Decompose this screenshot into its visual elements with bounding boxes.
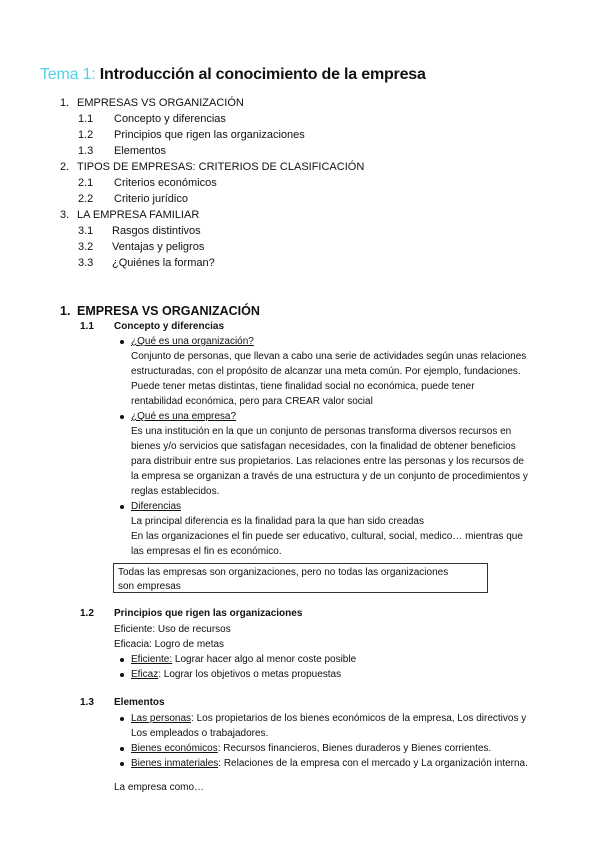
- toc-item: 3.1 Rasgos distintivos: [78, 225, 201, 237]
- toc-item: 1.3 Elementos: [78, 145, 166, 157]
- bullet-icon: [120, 340, 124, 344]
- paragraph-line: la empresa se organizan a través de una estructura y de un conjunto de procedimientos y: [131, 471, 528, 482]
- paragraph-line: Puede tener metas distintas, tiene finalidad social no económica, puede tener: [131, 381, 475, 392]
- box-line: son empresas: [118, 580, 181, 592]
- paragraph-line: En las organizaciones el fin puede ser educativo, cultural, social, medico… mientras que: [131, 531, 523, 542]
- toc-item: 1. EMPRESAS VS ORGANIZACIÓN: [60, 97, 244, 109]
- paragraph-line: bienes y/o servicios que satisfagan necesidades, con la finalidad de obtener beneficios: [131, 441, 516, 452]
- section-heading: 1. EMPRESA VS ORGANIZACIÓN: [60, 304, 260, 318]
- list-item: Las personas: Los propietarios de los bienes económicos de la empresa, Los directivos y: [131, 713, 527, 724]
- bullet-icon: [120, 673, 124, 677]
- paragraph-line: Conjunto de personas, que llevan a cabo una serie de actividades según unas relaciones: [131, 351, 527, 362]
- paragraph-line: Los empleados o trabajadores.: [131, 728, 269, 739]
- bullet-icon: [120, 505, 124, 509]
- toc-item: 3.3 ¿Quiénes la forman?: [78, 257, 215, 269]
- paragraph-line: La principal diferencia es la finalidad para la que han sido creadas: [131, 516, 424, 527]
- paragraph-line: Es una institución en la que un conjunto de personas transforma diversos recursos en: [131, 426, 512, 437]
- list-item: Eficaz: Lograr los objetivos o metas propuestas: [131, 669, 342, 680]
- closing-line: La empresa como…: [114, 782, 205, 793]
- differences-label: Diferencias: [131, 501, 182, 512]
- toc-item: 3. LA EMPRESA FAMILIAR: [60, 209, 200, 221]
- toc-item: 2.1 Criterios económicos: [78, 177, 217, 189]
- question-company: ¿Qué es una empresa?: [131, 411, 237, 422]
- bullet-icon: [120, 762, 124, 766]
- bullet-icon: [120, 717, 124, 721]
- paragraph-line: estructuradas, con el propósito de alcanzar una meta común. Por ejemplo, fundaciones.: [131, 366, 521, 377]
- highlight-box: [113, 563, 488, 593]
- question-organization: ¿Qué es una organización?: [131, 336, 254, 347]
- subsection-heading: 1.3 Elementos: [80, 697, 165, 708]
- list-item: Bienes económicos: Recursos financieros, Bienes duraderos y Bienes corrientes.: [131, 743, 492, 754]
- paragraph-line: rentabilidad económica, pero para CREAR valor social: [131, 396, 373, 407]
- list-item: Bienes inmateriales: Relaciones de la empresa con el mercado y La organización interna.: [131, 758, 528, 769]
- toc-item: 3.2 Ventajas y peligros: [78, 241, 205, 253]
- toc-item: 1.1 Concepto y diferencias: [78, 113, 226, 125]
- list-item: Eficiente: Lograr hacer algo al menor coste posible: [131, 654, 357, 665]
- toc-item: 1.2 Principios que rigen las organizaciones: [78, 129, 305, 141]
- subsection-heading: 1.2 Principios que rigen las organizaciones: [80, 608, 303, 619]
- box-line: Todas las empresas son organizaciones, pero no todas las organizaciones: [118, 567, 449, 578]
- page-title: [40, 66, 426, 84]
- paragraph-line: para distribuir entre sus propietarios. Las relaciones entre las personas y los recursos de: [131, 456, 524, 467]
- toc-item: 2.2 Criterio jurídico: [78, 193, 188, 205]
- paragraph-line: reglas establecidos.: [131, 486, 220, 497]
- paragraph-line: Eficacia: Logro de metas: [114, 639, 225, 650]
- title-text: Introducción al conocimiento de la empresa: [99, 66, 426, 83]
- paragraph-line: Eficiente: Uso de recursos: [114, 624, 231, 635]
- toc-item: 2. TIPOS DE EMPRESAS: CRITERIOS DE CLASIFICACIÓN: [60, 161, 365, 173]
- subsection-heading: 1.1 Concepto y diferencias: [80, 321, 225, 332]
- bullet-icon: [120, 658, 124, 662]
- paragraph-line: las empresas el fin es económico.: [131, 546, 282, 557]
- bullet-icon: [120, 747, 124, 751]
- title-prefix: Tema 1:: [40, 66, 96, 83]
- bullet-icon: [120, 415, 124, 419]
